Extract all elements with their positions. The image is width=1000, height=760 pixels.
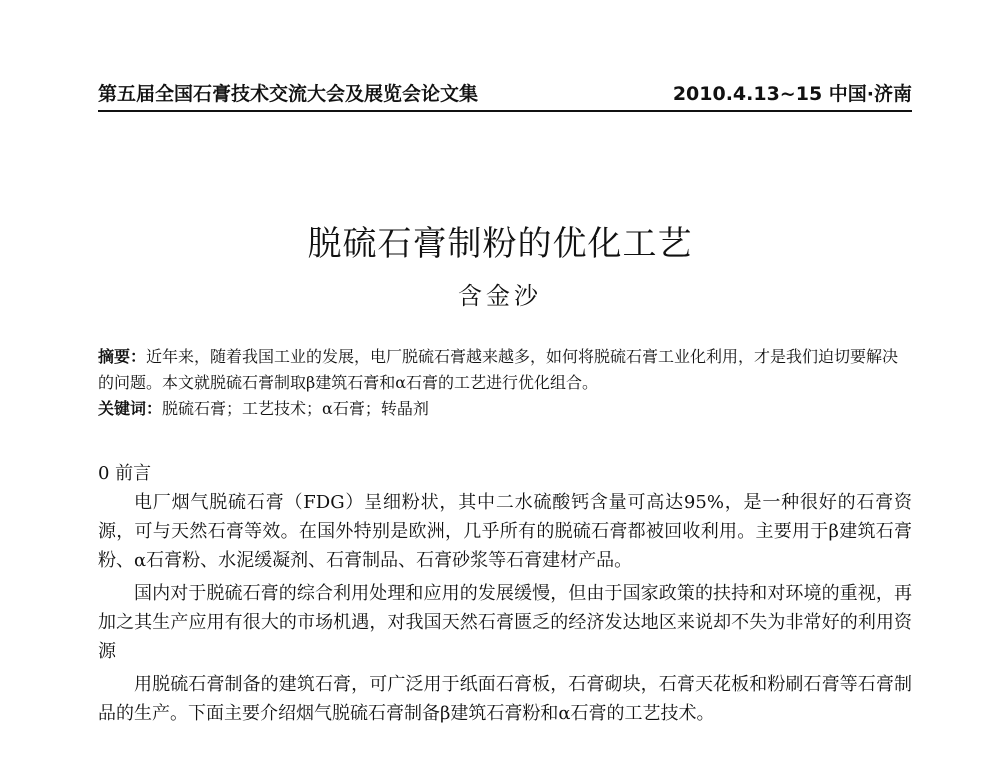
- header-conference: 第五届全国石膏技术交流大会及展览会论文集: [98, 83, 479, 105]
- paragraph: 用脱硫石膏制备的建筑石膏，可广泛用于纸面石膏板，石膏砌块，石膏天花板和粉刷石膏等石膏制品的生产。下面主要介绍烟气脱硫石膏制备β建筑石膏粉和α石膏的工艺技术。: [98, 674, 912, 724]
- body-text: [98, 488, 912, 732]
- abstract-block: [98, 344, 912, 422]
- running-header: [98, 78, 912, 112]
- abstract-label: 摘要：: [98, 347, 147, 366]
- header-date-location: 2010.4.13~15 中国·济南: [672, 83, 912, 105]
- paragraph: 电厂烟气脱硫石膏（FDG）呈细粉状，其中二水硫酸钙含量可高达95%，是一种很好的石膏资源，可与天然石膏等效。在国外特别是欧洲，几乎所有的脱硫石膏都被回收利用。主要用于β建筑石膏粉、α石膏粉、水泥缓凝剂、石膏制品、石膏砂浆等石膏建材产品。: [98, 492, 912, 571]
- abstract-text: 近年来，随着我国工业的发展，电厂脱硫石膏越来越多，如何将脱硫石膏工业化利用，才是我们迫切要解决的问题。本文就脱硫石膏制取β建筑石膏和α石膏的工艺进行优化组合。: [98, 347, 899, 392]
- keywords-label: 关键词：: [98, 399, 163, 418]
- keywords: [98, 396, 912, 422]
- author-name: 含金沙: [458, 282, 542, 310]
- keywords-text: 脱硫石膏；工艺技术；α石膏；转晶剂: [162, 399, 429, 418]
- abstract: [98, 344, 912, 396]
- paragraph: 国内对于脱硫石膏的综合利用处理和应用的发展缓慢，但由于国家政策的扶持和对环境的重视，再加之其生产应用有很大的市场机遇，对我国天然石膏匮乏的经济发达地区来说却不失为非常好的利用资源: [98, 583, 912, 662]
- paper-title: 脱硫石膏制粉的优化工艺: [307, 224, 693, 264]
- section-heading: 0 前言: [98, 463, 152, 484]
